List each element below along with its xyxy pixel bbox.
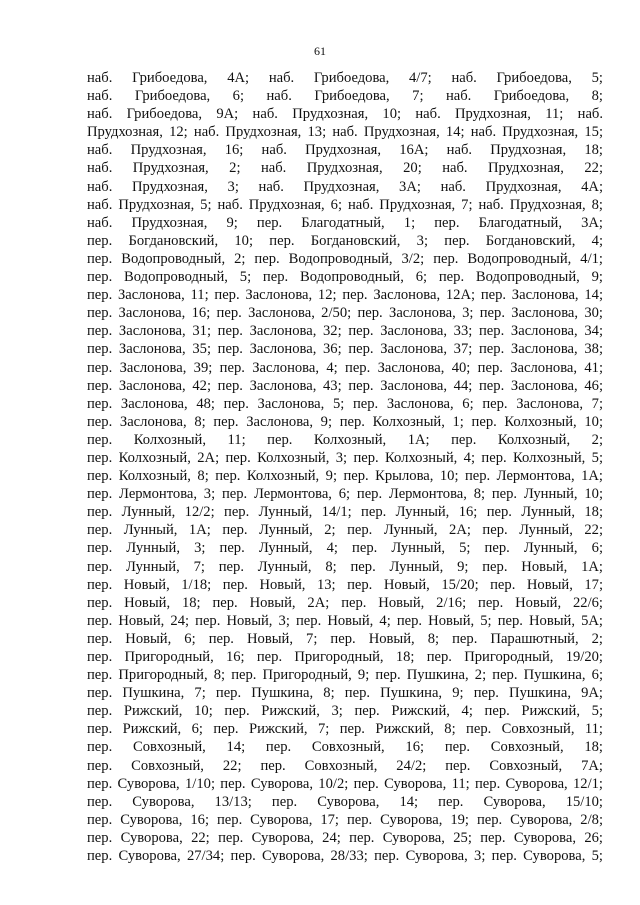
text-line: пер. Заслонова, 16; пер. Заслонова, 2/50; пер. Заслонова, 3; пер. Заслонова, 30; — [87, 305, 603, 322]
text-line: пер. Заслонова, 8; пер. Заслонова, 9; пер. Колхозный, 1; пер. Колхозный, 10; — [87, 413, 603, 430]
text-line: пер. Новый, 24; пер. Новый, 3; пер. Новый, 4; пер. Новый, 5; пер. Новый, 5А; — [87, 612, 603, 629]
text-line: пер. Лермонтова, 3; пер. Лермонтова, 6; пер. Лермонтова, 8; пер. Лунный, 10; — [87, 486, 603, 503]
text-line: пер. Рижский, 10; пер. Рижский, 3; пер. Рижский, 4; пер. Рижский, 5; — [87, 703, 603, 720]
text-line: наб. Грибоедова, 4А; наб. Грибоедова, 4/7; наб. Грибоедова, 5; — [87, 70, 603, 86]
text-line: пер. Суворова, 1/10; пер. Суворова, 10/2; пер. Суворова, 11; пер. Суворова, 12/1; — [87, 775, 603, 792]
text-line: пер. Рижский, 6; пер. Рижский, 7; пер. Рижский, 8; пер. Совхозный, 11; — [87, 721, 603, 738]
text-line: наб. Прудхозная, 9; пер. Благодатный, 1; пер. Благодатный, 3А; — [87, 214, 603, 231]
text-line: пер. Заслонова, 48; пер. Заслонова, 5; пер. Заслонова, 6; пер. Заслонова, 7; — [87, 395, 603, 412]
address-list-text — [87, 69, 603, 865]
text-line: пер. Водопроводный, 2; пер. Водопроводный, 3/2; пер. Водопроводный, 4/1; — [87, 250, 603, 267]
text-line: наб. Прудхозная, 3; наб. Прудхозная, 3А; наб. Прудхозная, 4А; — [87, 178, 603, 195]
text-line: наб. Грибоедова, 9А; наб. Прудхозная, 10; наб. Прудхозная, 11; наб. — [87, 106, 603, 123]
text-line: Прудхозная, 12; наб. Прудхозная, 13; наб. Прудхозная, 14; наб. Прудхозная, 15; — [87, 124, 603, 141]
page-number: 61 — [314, 44, 326, 58]
text-line: пер. Пригородный, 8; пер. Пригородный, 9; пер. Пушкина, 2; пер. Пушкина, 6; — [87, 667, 603, 684]
text-line: пер. Суворова, 13/13; пер. Суворова, 14; пер. Суворова, 15/10; — [87, 793, 603, 810]
text-line: пер. Заслонова, 35; пер. Заслонова, 36; пер. Заслонова, 37; пер. Заслонова, 38; — [87, 341, 603, 358]
text-line: пер. Новый, 1/18; пер. Новый, 13; пер. Новый, 15/20; пер. Новый, 17; — [87, 576, 603, 593]
text-line: пер. Лунный, 7; пер. Лунный, 8; пер. Лунный, 9; пер. Новый, 1А; — [87, 558, 603, 575]
text-line: пер. Суворова, 22; пер. Суворова, 24; пер. Суворова, 25; пер. Суворова, 26; — [87, 829, 603, 846]
text-line: пер. Пригородный, 16; пер. Пригородный, 18; пер. Пригородный, 19/20; — [87, 649, 603, 665]
text-line: пер. Заслонова, 11; пер. Заслонова, 12; пер. Заслонова, 12А; пер. Заслонова, 14; — [87, 287, 603, 304]
text-line: пер. Лунный, 12/2; пер. Лунный, 14/1; пер. Лунный, 16; пер. Лунный, 18; — [87, 504, 603, 521]
text-line: пер. Пушкина, 7; пер. Пушкина, 8; пер. Пушкина, 9; пер. Пушкина, 9А; — [87, 685, 603, 702]
text-line: пер. Богдановский, 10; пер. Богдановский, 3; пер. Богдановский, 4; — [87, 232, 603, 249]
text-line: пер. Заслонова, 42; пер. Заслонова, 43; пер. Заслонова, 44; пер. Заслонова, 46; — [87, 377, 603, 394]
text-line: пер. Колхозный, 11; пер. Колхозный, 1А; пер. Колхозный, 2; — [87, 431, 603, 448]
text-line: пер. Новый, 6; пер. Новый, 7; пер. Новый, 8; пер. Парашютный, 2; — [87, 630, 603, 647]
text-line: пер. Заслонова, 31; пер. Заслонова, 32; пер. Заслонова, 33; пер. Заслонова, 34; — [87, 323, 603, 340]
text-line: пер. Совхозный, 22; пер. Совхозный, 24/2; пер. Совхозный, 7А; — [87, 757, 603, 774]
text-line: наб. Грибоедова, 6; наб. Грибоедова, 7; наб. Грибоедова, 8; — [87, 88, 603, 105]
text-line: пер. Заслонова, 39; пер. Заслонова, 4; пер. Заслонова, 40; пер. Заслонова, 41; — [87, 359, 603, 376]
text-line: наб. Прудхозная, 5; наб. Прудхозная, 6; наб. Прудхозная, 7; наб. Прудхозная, 8; — [87, 196, 603, 213]
text-line: наб. Прудхозная, 2; наб. Прудхозная, 20; наб. Прудхозная, 22; — [87, 160, 603, 177]
text-line: пер. Водопроводный, 5; пер. Водопроводный, 6; пер. Водопроводный, 9; — [87, 269, 603, 286]
text-line: пер. Лунный, 3; пер. Лунный, 4; пер. Лунный, 5; пер. Лунный, 6; — [87, 540, 603, 557]
text-line: пер. Суворова, 16; пер. Суворова, 17; пер. Суворова, 19; пер. Суворова, 2/8; — [87, 811, 603, 828]
text-line: наб. Прудхозная, 16; наб. Прудхозная, 16А; наб. Прудхозная, 18; — [87, 142, 603, 159]
text-line: пер. Новый, 18; пер. Новый, 2А; пер. Новый, 2/16; пер. Новый, 22/6; — [87, 594, 603, 611]
text-line: пер. Колхозный, 2А; пер. Колхозный, 3; пер. Колхозный, 4; пер. Колхозный, 5; — [87, 449, 603, 466]
text-line: пер. Суворова, 27/34; пер. Суворова, 28/33; пер. Суворова, 3; пер. Суворова, 5; — [87, 848, 603, 865]
text-line: пер. Совхозный, 14; пер. Совхозный, 16; пер. Совхозный, 18; — [87, 739, 603, 756]
text-line: пер. Колхозный, 8; пер. Колхозный, 9; пер. Крылова, 10; пер. Лермонтова, 1А; — [87, 468, 603, 485]
text-line: пер. Лунный, 1А; пер. Лунный, 2; пер. Лунный, 2А; пер. Лунный, 22; — [87, 522, 603, 539]
